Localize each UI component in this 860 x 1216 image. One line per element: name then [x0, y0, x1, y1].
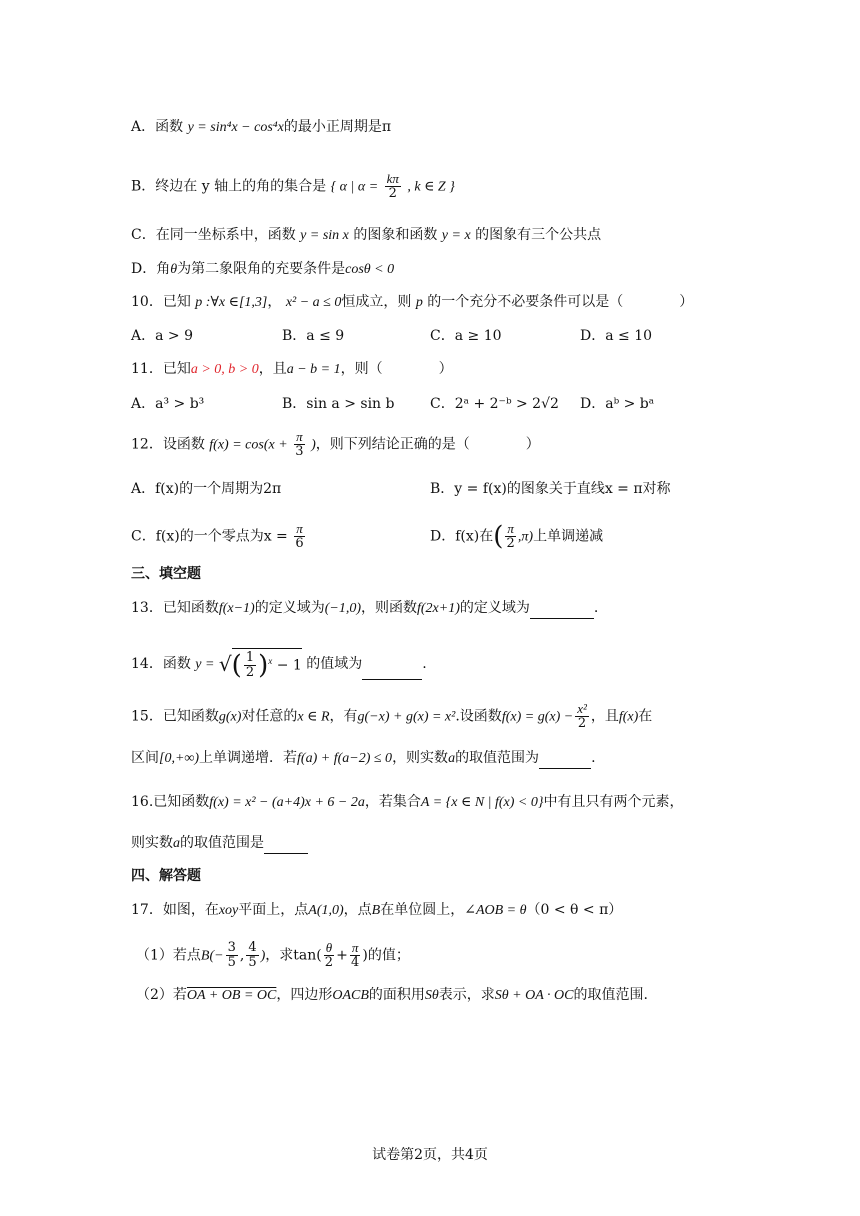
- fraction: $\frac{\text{x²}}{2}$: [577, 701, 587, 731]
- option-12b: B．y = f(x)的图象关于直线x = π对称: [430, 481, 671, 497]
- option-10a: A．a > 9: [131, 328, 193, 344]
- fraction: $\frac{3}{5}$: [227, 940, 236, 970]
- option-11c: C．2ᵃ + 2⁻ᵇ > 2√2: [430, 396, 559, 412]
- question-15: 15．已知函数g(x)对任意的x ∈ R，有g(−x) + g(x) = x².设函数f(x) = g(x) − $\frac{\text{x²}}{2}$ ，且f(x)在: [131, 701, 653, 731]
- question-17: 17．如图，在xoy平面上，点A(1,0)，点B在单位圆上，∠AOB = θ（0 < θ < π）: [131, 902, 623, 918]
- question-14: 14．函数 y = √( $\frac{1}{2}$ )$^x$ − 1 的值域为 .: [131, 648, 427, 680]
- question-11: 11．已知a > 0, b > 0，且a − b = 1，则（ ）: [131, 361, 453, 377]
- fraction: $\frac{\pi}{3}$: [295, 429, 304, 459]
- question-13: 13．已知函数f(x−1)的定义域为(−1,0)，则函数f(2x+1)的定义域为 .: [131, 598, 598, 619]
- highlighted-condition: a > 0, b > 0: [190, 362, 259, 377]
- fraction: $\frac{4}{5}$: [248, 940, 257, 970]
- fraction: $\frac{\theta}{2}$: [324, 940, 334, 970]
- fraction: $\frac{\pi}{4}$: [350, 940, 360, 970]
- fraction: $\frac{\pi}{2}$: [506, 521, 515, 551]
- option-10d: D．a ≤ 10: [580, 328, 653, 344]
- question-17-part2: （2）若OA + OB = OC，四边形OACB的面积用Sθ表示，求Sθ + OA · OC的取值范围.: [136, 987, 648, 1003]
- question-15-cont: 区间[0,+∞)上单调递增．若f(a) + f(a−2) ≤ 0，则实数a的取值范围为 .: [131, 748, 596, 769]
- question-16-cont: 则实数a的取值范围是: [131, 833, 308, 854]
- option-10b: B．a ≤ 9: [282, 328, 345, 344]
- fraction: $\frac{\pi}{6}$: [295, 521, 304, 551]
- option-11b: B．sin a > sin b: [282, 396, 395, 412]
- option-12d: D．f(x)在( $\frac{\pi}{2}$ ,π)上单调递减: [430, 521, 604, 552]
- answer-blank[interactable]: [264, 839, 308, 854]
- option-12a: A．f(x)的一个周期为2π: [131, 481, 282, 497]
- section-heading-answer: 四、解答题: [131, 868, 201, 884]
- fraction: $\frac{1}{2}$: [245, 650, 255, 681]
- option-9d: D．角θ为第二象限角的充要条件是cosθ < 0: [131, 261, 395, 277]
- answer-blank[interactable]: [530, 604, 594, 619]
- page-footer: 试卷第2页，共4页: [372, 1147, 488, 1163]
- option-9c: C．在同一坐标系中，函数 y = sin x 的图象和函数 y = x 的图象有三个公共点: [131, 227, 602, 243]
- option-11a: A．a³ > b³: [131, 396, 205, 412]
- answer-blank[interactable]: [362, 665, 422, 680]
- section-heading-fill-in: 三、填空题: [131, 566, 201, 582]
- question-16: 16.已知函数f(x) = x² − (a+4)x + 6 − 2a，若集合A = {x ∈ N | f(x) < 0}中有且只有两个元素，: [131, 794, 684, 810]
- square-root: ( $\frac{1}{2}$ )$^x$ − 1: [232, 648, 302, 680]
- option-10c: C．a ≥ 10: [430, 328, 502, 344]
- option-9b: B．终边在 y 轴上的角的集合是 { α | α = $\frac{k\pi}{2}$ , k ∈ Z }: [131, 171, 455, 201]
- option-11d: D．aᵇ > bᵃ: [580, 396, 655, 412]
- option-9a: A．函数 y = sin⁴x − cos⁴x的最小正周期是π: [131, 119, 392, 135]
- question-10: 10．已知 p :∀x ∈[1,3]， x² − a ≤ 0恒成立，则 p 的一个充分不必要条件可以是（ ）: [131, 294, 694, 310]
- fraction: $\frac{k\pi}{2}$: [386, 171, 399, 201]
- question-12: 12．设函数 f(x) = cos(x + $\frac{\pi}{3}$ )，则下列结论正确的是（ ）: [131, 429, 540, 459]
- option-12c: C．f(x)的一个零点为x = $\frac{\pi}{6}$: [131, 521, 304, 551]
- question-17-part1: （1）若点B(− $\frac{3}{5}$ , $\frac{4}{5}$ )，求tan( $\frac{\theta}{2}$ + $\frac{\pi}{4}$ )的值；: [136, 940, 410, 970]
- answer-blank[interactable]: [539, 754, 591, 769]
